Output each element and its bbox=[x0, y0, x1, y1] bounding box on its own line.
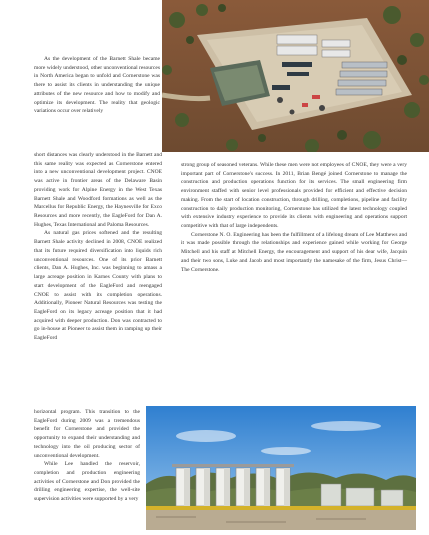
article-paragraph: strong group of seasoned veterans. While these men were not employees of CNOE, they were a very important part of Cornerstone's success. In 2011, Brian Bengé joined Cornerstone to manage the construction and production operations function for its services. The small engineering firm environment staffed with senior level professionals provided for efficient and effective decision making. From the start of location construction, through drilling, completions, pipeline and facility construction to daily production monitoring, Cornerstone has utilized the latest technology coupled with extensive industry experience to provide its clients with engineering and operations support competitive with that of large independents. bbox=[181, 162, 407, 230]
left-column-top bbox=[34, 55, 160, 116]
tank-battery-photo bbox=[146, 406, 416, 530]
article-paragraph: As the development of the Barnett Shale became more widely understood, other unconventional resources in North America began to unfold and Cornerstone was there to assist its clients in understanding the unique attributes of the new resource and how to modify and optimize its development. The reality that geologic variations occur over relatively bbox=[34, 56, 161, 115]
article-paragraph: As natural gas prices softened and the resulting Barnett Shale activity declined in 2008, CNOE realized that its future required diversification into liquids rich unconventional resources. One of its prior Barnett clients, Dan A. Hughes, Inc. was beginning to amass a large acreage position in Karnes County with plans to start development of the EagleFord and reengaged CNOE to assist with its completion operations. Additionally, Pioneer Natural Resources was testing the EagleFord on its legacy acreage position that it had acquired with deeper production. Don was contracted to go in-house at Pioneer to assist them in ramping up their EagleFord bbox=[34, 230, 162, 342]
left-column-bottom bbox=[34, 408, 140, 504]
left-column-middle bbox=[34, 151, 162, 343]
article-paragraph: While Lee handled the reservoir, completion and production engineering activities of Cornerstone and Don provided the drilling engineering expertise, the well-site supervision activities were supported by a very bbox=[34, 461, 140, 503]
article-paragraph: horizontal program. This transition to the EagleFord during 2009 was a tremendous benefit for Cornerstone and provided the opportunity to expand their understanding and technology into the oil producing sector of unconventional development. bbox=[34, 409, 140, 459]
right-column bbox=[181, 161, 407, 274]
article-paragraph: Cornerstone N. O. Engineering has been the fulfillment of a lifelong dream of Lee Matthews and it was made possible through the relationships and experience gained while working for George Mitchell and his staff at Mitchell Energy, the encouragement and support of his dear wife, Jacquin and their two sons, Luke and Jacob and most importantly the namesake of the firm, Jesus Christ—The Cornerstone. bbox=[181, 231, 407, 273]
article-paragraph: short distances was clearly understood in the Barnett and this same reality was expected as Cornerstone entered into a new unconventional development project. CNOE was active in frontier areas of the Delaware Basin providing work for Alpine Energy in the West Texas Barnett Shale and Woodford formations as well as the Marcellus for Republic Energy, the Haynesville for Exco Resources and more recently, the EagleFord for Dan A. Hughes, Texas International and Paloma Resources. bbox=[34, 152, 162, 228]
aerial-well-site-photo bbox=[162, 0, 429, 152]
